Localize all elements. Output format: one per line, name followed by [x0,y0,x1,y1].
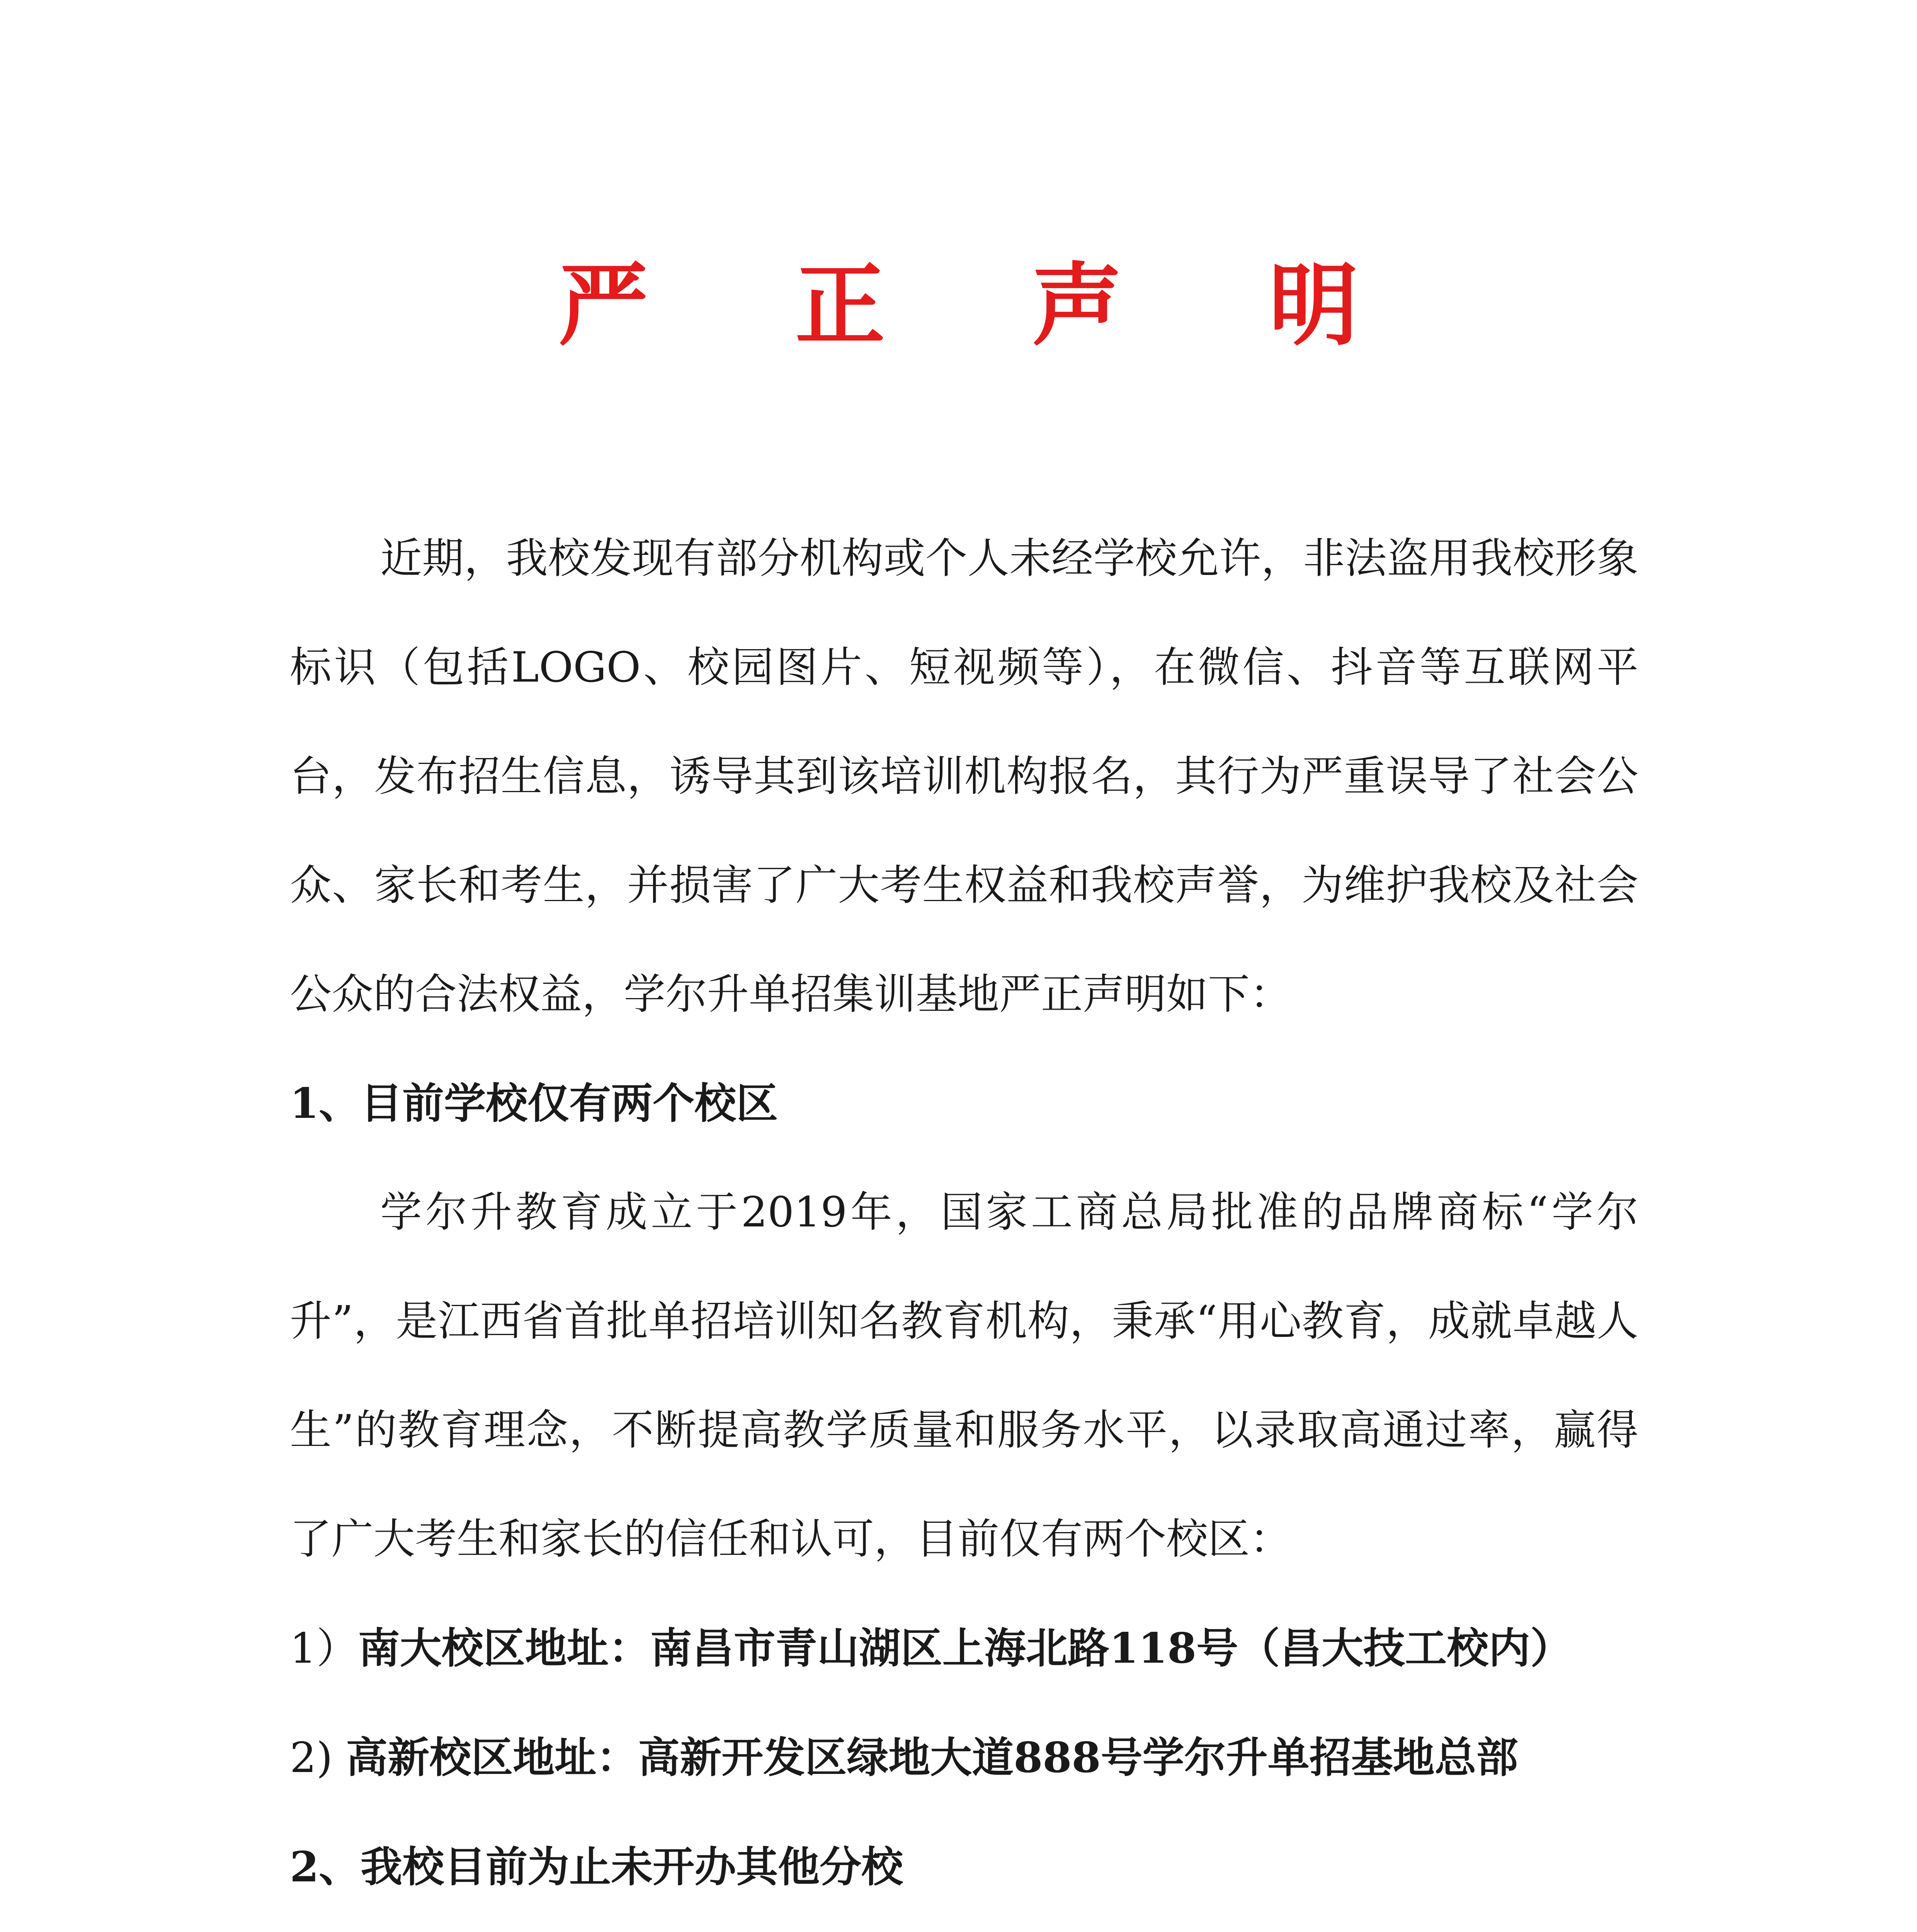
section-2-paragraph [290,1922,1638,1932]
section-2-number: 2、 [290,1843,361,1891]
section-1-title: 目前学校仅有两个校区 [361,1079,778,1128]
section-1-heading [290,1049,1638,1158]
statement-body [290,504,1638,1932]
section-2-heading [290,1813,1638,1922]
section-1-paragraph: 学尔升教育成立于2019年，国家工商总局批准的品牌商标“学尔升”，是江西省首批单招培训知名教育机构，秉承“用心教育，成就卓越人生”的教育理念，不断提高教学质量和服务水平，以录取高通过率，赢得了广大考生和家长的信任和认可，目前仅有两个校区： [290,1188,1638,1563]
page-title: 严 正 声 明 [558,252,1417,358]
campus-address-1-text: 南大校区地址：南昌市青山湖区上海北路118号（昌大技工校内） [358,1624,1572,1673]
section-2-title: 我校目前为止未开办其他分校 [361,1843,903,1891]
campus-address-1-index: 1） [290,1624,358,1673]
campus-address-1 [290,1594,1638,1703]
campus-address-2 [290,1703,1638,1813]
campus-address-2-text: 高新校区地址：高新开发区绿地大道888号学尔升单招基地总部 [346,1733,1518,1782]
intro-paragraph: 近期，我校发现有部分机构或个人未经学校允许，非法盗用我校形象标识（包括LOGO、校园图片、短视频等），在微信、抖音等互联网平台，发布招生信息，诱导其到该培训机构报名，其行为严重误导了社会公众、家长和考生，并损害了广大考生权益和我校声誉，为维护我校及社会公众的合法权益，学尔升单招集训基地严正声明如下： [290,534,1638,1019]
section-1-number: 1、 [290,1079,361,1128]
campus-address-2-index: 2) [290,1734,346,1782]
